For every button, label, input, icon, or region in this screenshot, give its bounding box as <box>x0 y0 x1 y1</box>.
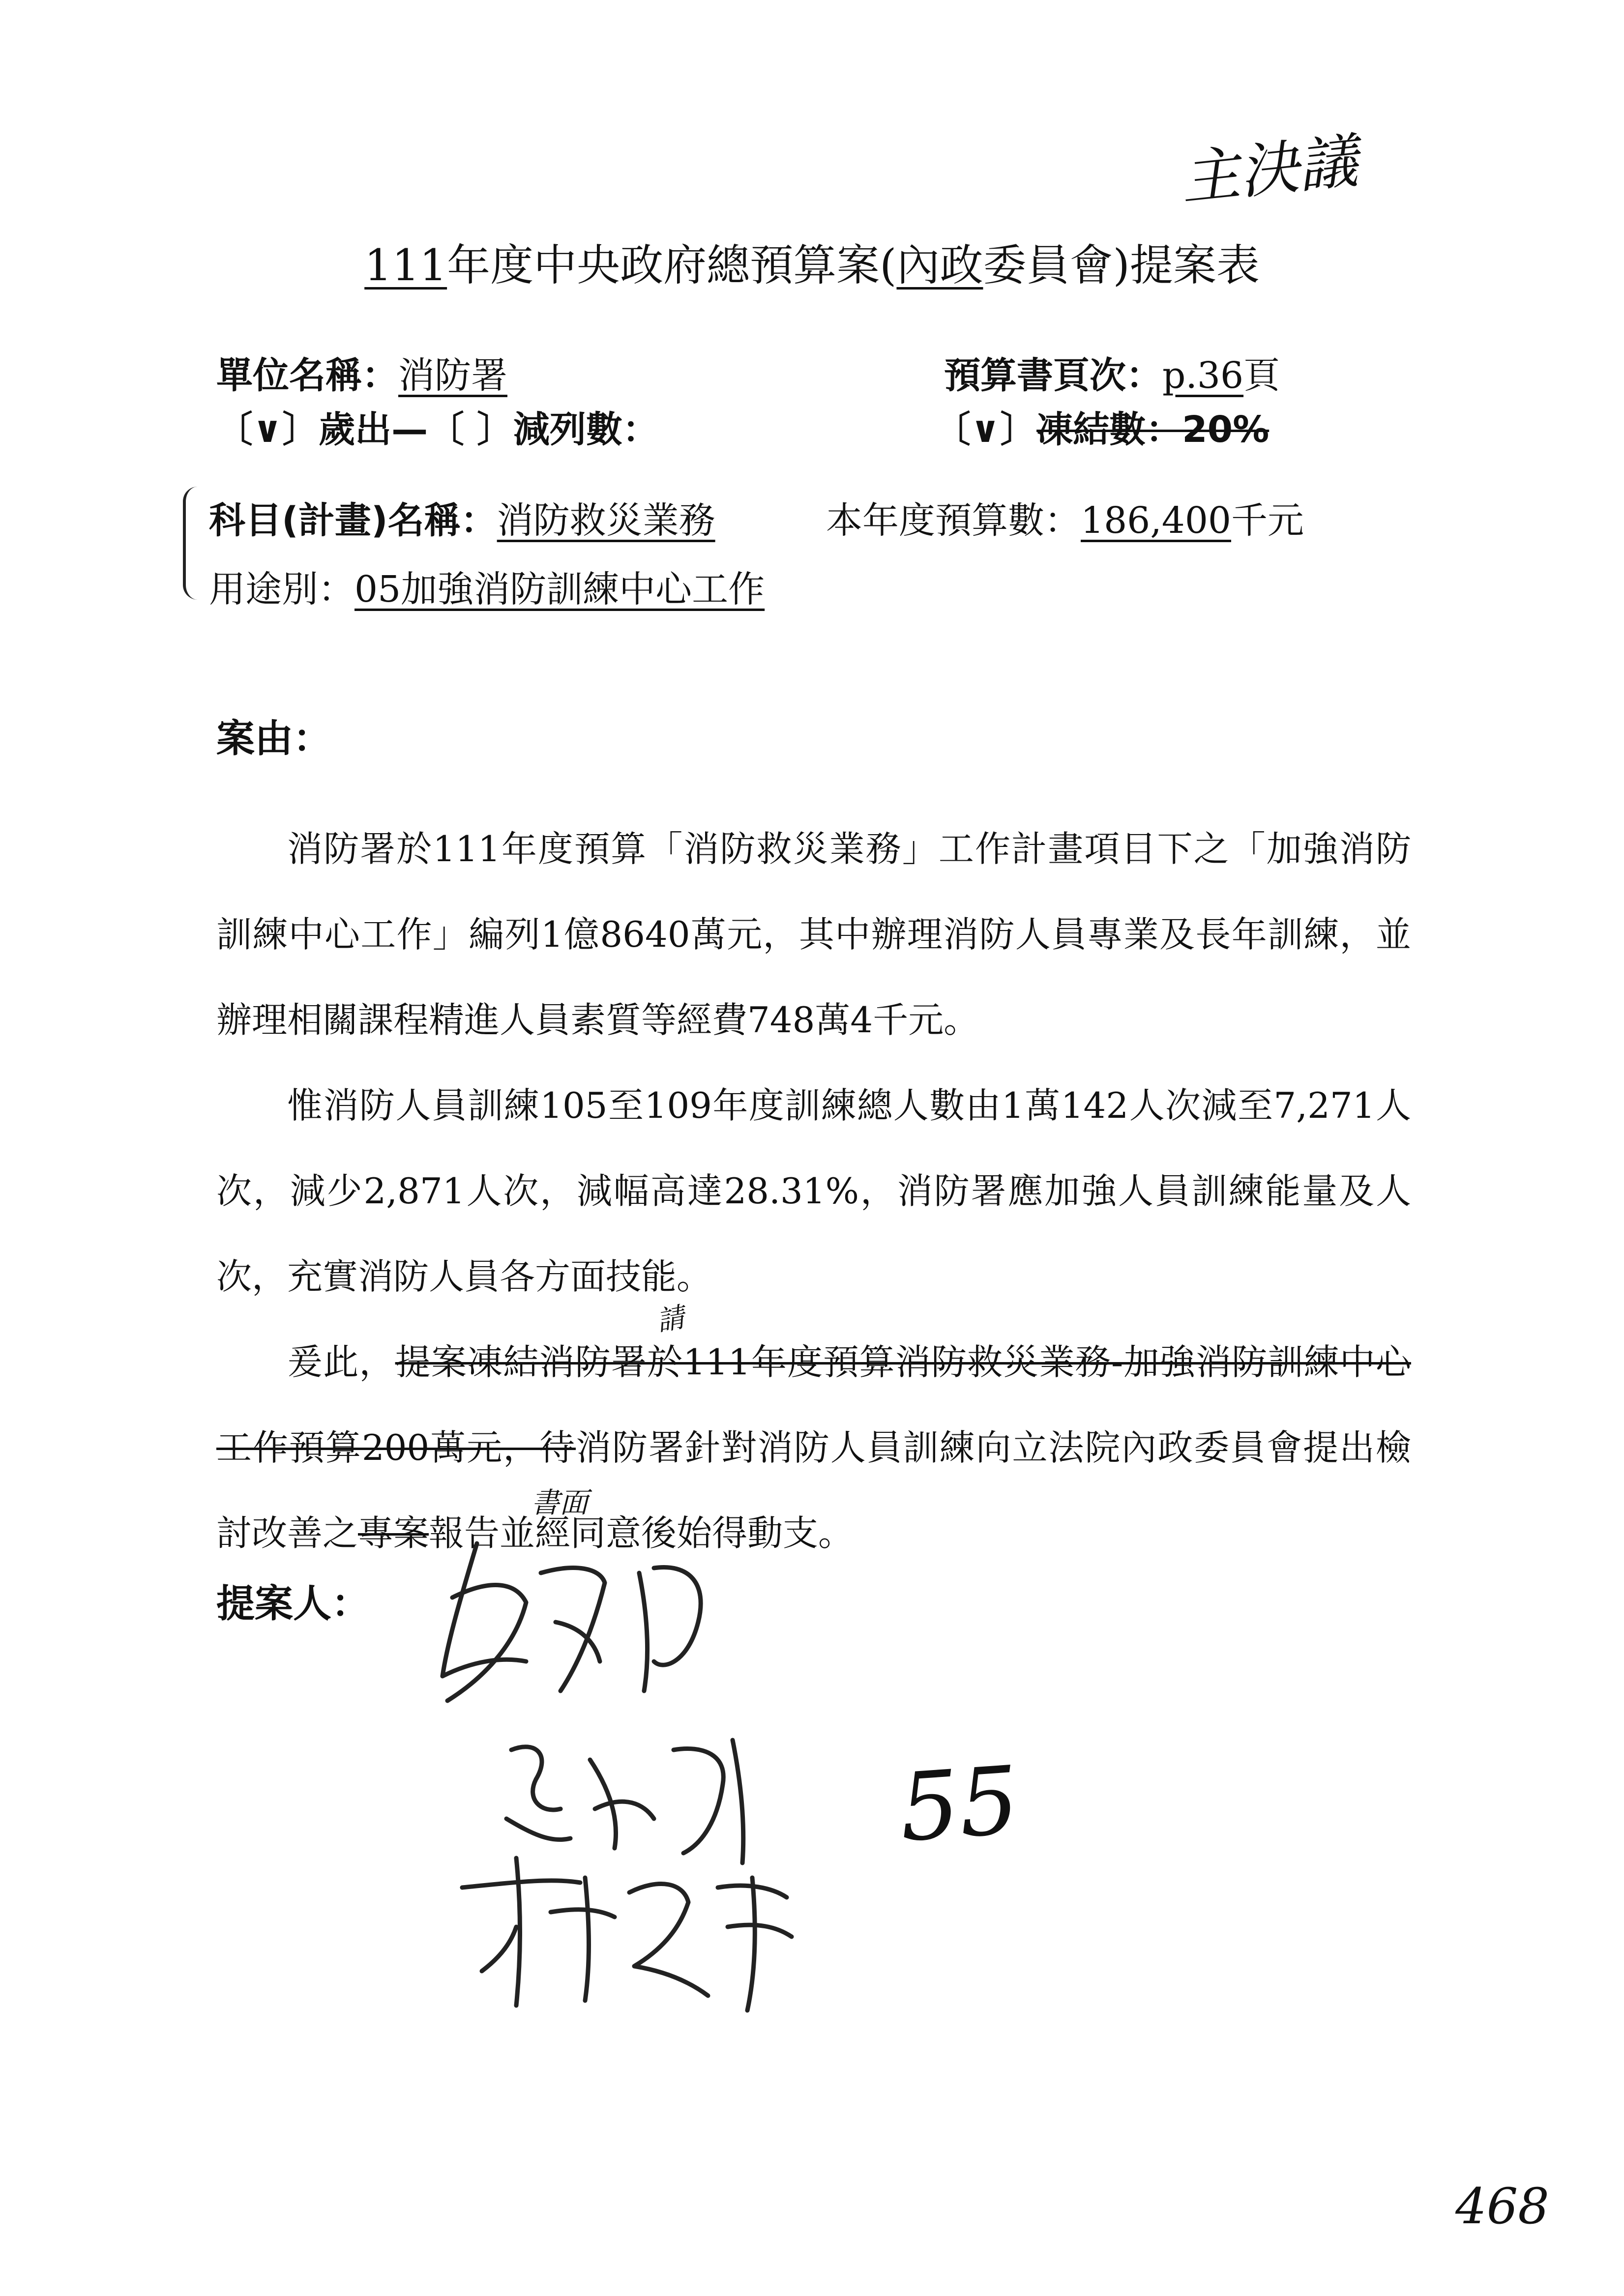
title-year: 111 <box>364 240 447 291</box>
page-value: p.36 <box>1162 354 1244 397</box>
handwritten-insert-1: 請 <box>654 1301 687 1338</box>
reason-paragraph-3 <box>216 1319 1411 1576</box>
reason-body <box>216 806 1411 1576</box>
title-end: 委員會)提案表 <box>983 240 1260 291</box>
freeze-amount-struck: 凍結數：20% <box>1036 408 1270 451</box>
p3-lead: 爰此， <box>287 1341 395 1383</box>
page-label: 預算書頁次： <box>944 354 1162 397</box>
p3-struck-text-2: 專案 <box>358 1512 429 1554</box>
signature-2 <box>497 1720 772 1868</box>
signature-3 <box>452 1848 806 2015</box>
reason-paragraph-2: 惟消防人員訓練105至109年度訓練總人數由1萬142人次減至7,271人次，減少2,871人次，減幅高達28.31%，消防署應加強人員訓練能量及人次，充實消防人員各方面技能。 <box>216 1085 1411 1297</box>
subject-row <box>209 492 715 544</box>
title-mid: 年度中央政府總預算案( <box>447 240 897 291</box>
p3-struck-text: 提案凍結消防署於111年度預算消防救災業務-加強消防訓練中心工作預算200萬元，待 <box>216 1341 1411 1468</box>
page-title <box>0 231 1624 293</box>
budget-unit: 千元 <box>1231 499 1304 542</box>
p3-tail: 報告並經同意後始得動支。 <box>429 1512 854 1554</box>
subject-brace <box>183 487 206 600</box>
proposer-label: 提案人： <box>216 1582 370 1626</box>
handwritten-note: 主決議 <box>1177 127 1361 214</box>
budget-row <box>826 492 1304 544</box>
freeze-prefix: 〔∨〕 <box>934 408 1037 451</box>
unit-name-row <box>216 347 507 399</box>
page-suffix: 頁 <box>1243 354 1280 397</box>
expenditure-row: 〔∨〕歲出—〔 〕減列數： <box>216 408 659 451</box>
usage-value: 05加強消防訓練中心工作 <box>354 568 765 610</box>
stamp-number: 55 <box>896 1745 1023 1863</box>
signature-1 <box>433 1514 738 1720</box>
budget-value: 186,400 <box>1081 499 1232 542</box>
subject-value: 消防救災業務 <box>497 499 715 542</box>
freeze-row <box>934 401 1269 453</box>
unit-label: 單位名稱： <box>216 354 398 397</box>
title-committee: 內政 <box>896 240 983 291</box>
usage-row <box>209 560 765 612</box>
page-ref-row <box>944 347 1280 399</box>
reason-paragraph-1: 消防署於111年度預算「消防救災業務」工作計畫項目下之「加強消防訓練中心工作」編列1億8640萬元，其中辦理消防人員專業及長年訓練，並辦理相關課程精進人員素質等經費748萬4千元。 <box>216 828 1411 1041</box>
reason-heading: 案由： <box>216 717 332 761</box>
subject-label: 科目(計畫)名稱： <box>209 499 497 542</box>
unit-value: 消防署 <box>398 354 507 397</box>
page-number: 468 <box>1455 2178 1549 2235</box>
usage-label: 用途別： <box>209 568 354 610</box>
handwritten-insert-2: 書面 <box>531 1486 589 1519</box>
p3-middle: 消防署針對消防人員訓練向立法院內政委員會提出檢討改善之 <box>216 1427 1411 1554</box>
budget-label: 本年度預算數： <box>826 499 1081 542</box>
